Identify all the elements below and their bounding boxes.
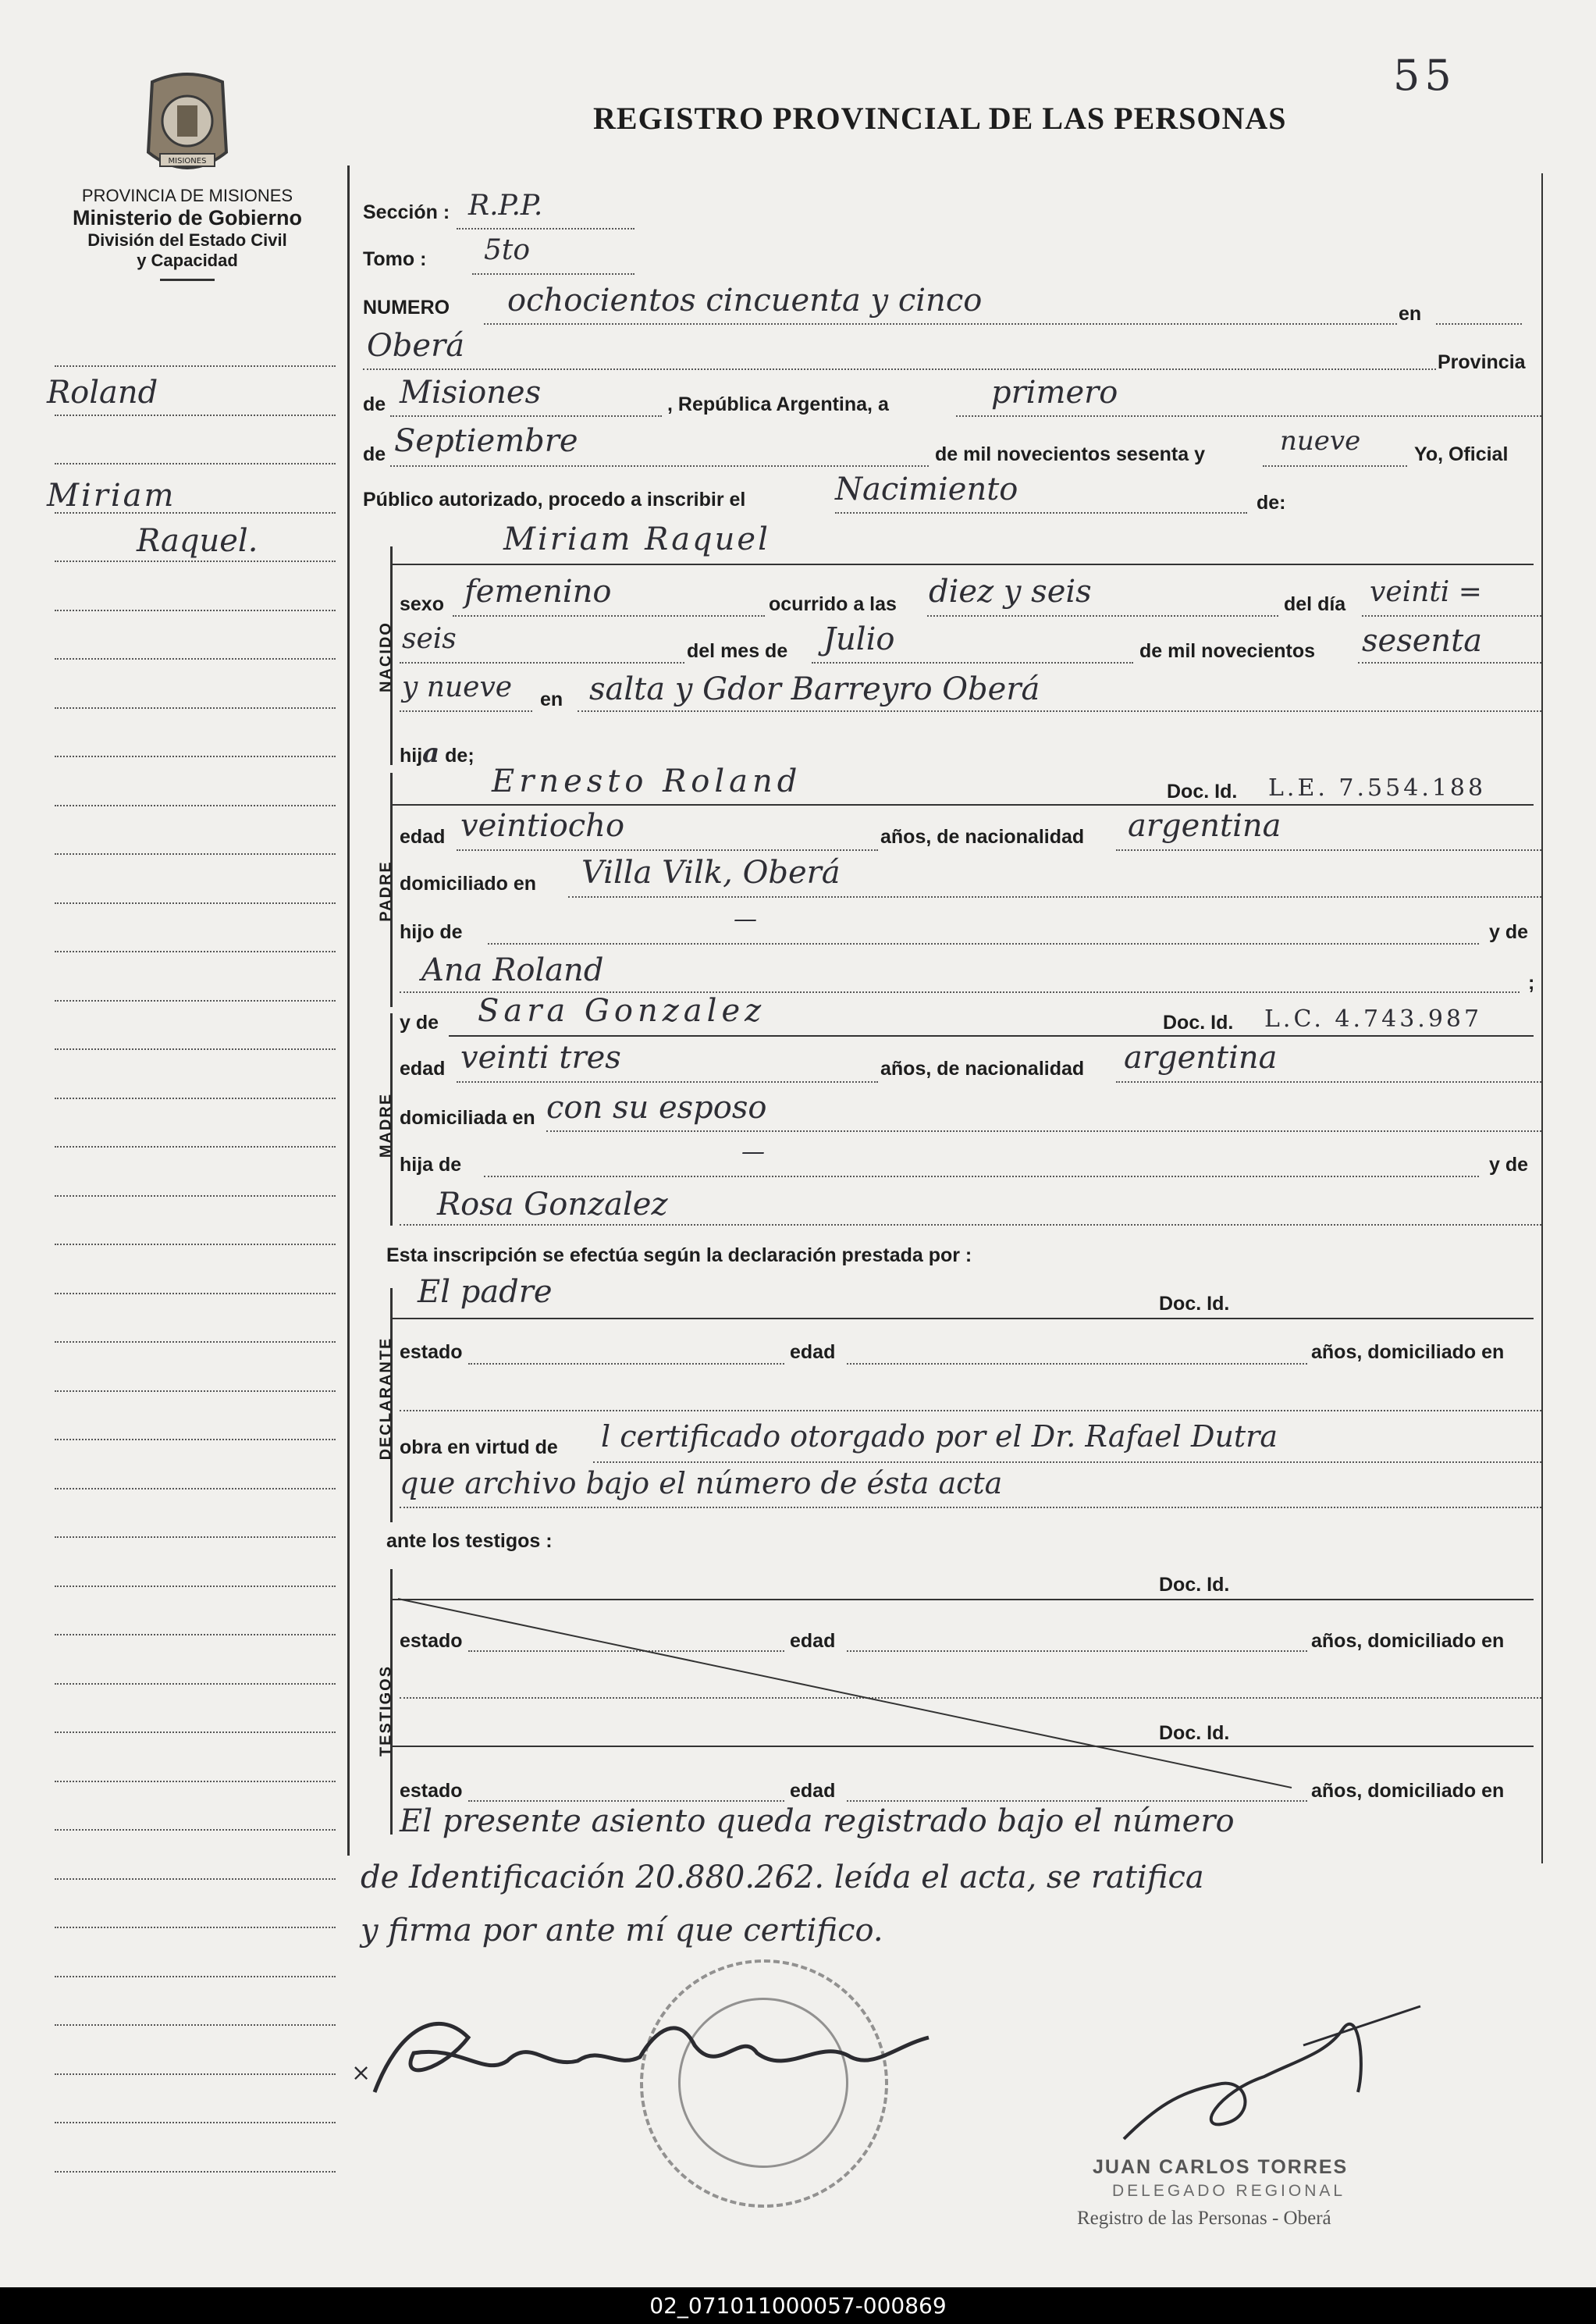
mes-value: Septiembre	[394, 423, 578, 459]
hora-value: diez y seis	[929, 574, 1092, 610]
ocurrido-label: ocurrido a las	[769, 593, 897, 615]
declarante-edad-label: edad	[790, 1341, 836, 1363]
margin-rule	[55, 1634, 336, 1635]
tomo-value: 5to	[484, 234, 531, 266]
official-title: DELEGADO REGIONAL	[1112, 2182, 1346, 2200]
margin-rule	[55, 1976, 336, 1977]
padre-anios-label: años, de nacionalidad	[880, 826, 1085, 848]
padre-y-de-label: y de	[1489, 921, 1529, 943]
sexo-value: femenino	[464, 574, 612, 610]
margin-rule	[55, 1146, 336, 1148]
madre-nombre-value: Sara Gonzalez	[478, 993, 766, 1029]
closing-note-2: de Identificación 20.880.262. leída el acta, se ratifica	[361, 1860, 1204, 1895]
margin-rule	[55, 1731, 336, 1733]
numero-label: NUMERO	[363, 297, 450, 319]
tomo-label: Tomo :	[363, 248, 427, 270]
margin-rule	[55, 853, 336, 855]
seccion-value: R.P.P.	[468, 190, 543, 222]
esta-inscripcion-label: Esta inscripción se efectúa según la declaración prestada por :	[386, 1244, 972, 1266]
margin-rule	[55, 1488, 336, 1489]
cancel-stroke	[394, 1593, 1331, 1795]
margin-rule	[55, 610, 336, 611]
label-testigos: TESTIGOS	[377, 1664, 395, 1757]
de-colon-label: de:	[1257, 492, 1286, 514]
margin-rule	[55, 707, 336, 709]
de-label-2: de	[363, 443, 386, 465]
madre-dom-value: con su esposo	[546, 1090, 767, 1126]
margin-rule	[55, 805, 336, 806]
margin-rule	[55, 1048, 336, 1050]
margin-rule	[55, 1536, 336, 1538]
label-nacido: NACIDO	[377, 621, 395, 692]
declarante-value: El padre	[418, 1274, 553, 1310]
margin-rule	[55, 1683, 336, 1685]
margin-first-name: Miriam	[47, 478, 176, 514]
margin-rule	[55, 1586, 336, 1587]
padre-edad-label: edad	[400, 826, 446, 848]
testigo2-anios-label: años, domiciliado en	[1311, 1780, 1505, 1802]
margin-rule	[55, 561, 336, 562]
margin-rule	[55, 1878, 336, 1880]
obra-label: obra en virtud de	[400, 1436, 558, 1458]
madre-madre-value: Rosa Gonzalez	[437, 1187, 668, 1223]
provincia-label: Provincia	[1438, 351, 1526, 373]
official-office: Registro de las Personas - Oberá	[1077, 2208, 1331, 2229]
page-number: 55	[1393, 51, 1456, 100]
anio-nac-value: sesenta	[1362, 623, 1483, 659]
madre-y-de-label-2: y de	[1489, 1154, 1529, 1176]
dia-value: primero	[991, 375, 1118, 411]
de-mil-label: de mil novecientos sesenta y	[935, 443, 1205, 465]
padre-hijo-de-value: —	[734, 906, 757, 933]
de-mil-nov-label: de mil novecientos	[1139, 640, 1316, 662]
hija-suffix: a	[422, 738, 440, 769]
de-label-1: de	[363, 393, 386, 415]
padre-hijo-de-label: hijo de	[400, 921, 463, 943]
provincia-value: Misiones	[400, 375, 542, 411]
testigo1-anios-label: años, domiciliado en	[1311, 1630, 1505, 1652]
madre-edad-value: veinti tres	[460, 1040, 621, 1076]
margin-rule	[55, 2171, 336, 2173]
nombre-value: Miriam Raquel	[503, 521, 770, 557]
closing-note-1: El presente asiento queda registrado bajo el número	[400, 1803, 1235, 1839]
madre-edad-label: edad	[400, 1058, 446, 1080]
testigo1-edad-label: edad	[790, 1630, 836, 1652]
margin-rule	[55, 1195, 336, 1197]
margin-rule	[55, 2073, 336, 2075]
image-id-footer: 02_071011000057-000869	[0, 2287, 1596, 2324]
ante-testigos-label: ante los testigos :	[386, 1530, 553, 1552]
frame-right	[1541, 173, 1543, 1863]
margin-rule	[55, 756, 336, 757]
margin-rule	[55, 1390, 336, 1392]
padre-doc-label: Doc. Id.	[1167, 781, 1238, 803]
org-block	[31, 186, 343, 281]
org-line4: y Capacidad	[137, 251, 238, 270]
margin-rule	[55, 1927, 336, 1928]
madre-hija-de-value: —	[741, 1138, 765, 1166]
padre-madre-value: Ana Roland	[421, 952, 604, 988]
margin-rule	[55, 2024, 336, 2026]
dia-nac-value: veinti =	[1370, 576, 1482, 608]
testigo1-estado-label: estado	[400, 1630, 463, 1652]
padre-semicolon: ;	[1528, 972, 1535, 994]
margin-rule	[55, 1341, 336, 1343]
hij-label: hija de;	[400, 738, 475, 769]
margin-rule	[55, 1244, 336, 1245]
yo-oficial-label: Yo, Oficial	[1414, 443, 1509, 465]
official-signature	[1108, 1998, 1436, 2155]
testigo2-edad-label: edad	[790, 1780, 836, 1802]
org-line3: División del Estado Civil	[87, 230, 287, 250]
madre-doc-value: L.C. 4.743.987	[1264, 1005, 1483, 1033]
margin-rule	[55, 463, 336, 464]
madre-hija-de-label: hija de	[400, 1154, 462, 1176]
obra2-value: que archivo bajo el número de ésta acta	[400, 1466, 1003, 1500]
padre-nac-value: argentina	[1128, 808, 1281, 844]
label-padre: PADRE	[377, 860, 395, 922]
padre-edad-value: veintiocho	[460, 808, 625, 844]
padre-nombre-value: Ernesto Roland	[492, 763, 802, 799]
anio-value: nueve	[1280, 425, 1361, 457]
declarante-doc-label: Doc. Id.	[1159, 1293, 1230, 1315]
svg-text:MISIONES: MISIONES	[168, 157, 207, 165]
madre-y-de-label: y de	[400, 1012, 439, 1034]
obra-value: l certificado otorgado por el Dr. Rafael Dutra	[601, 1419, 1278, 1454]
madre-anios-label: años, de nacionalidad	[880, 1058, 1085, 1080]
margin-rule	[55, 2122, 336, 2123]
publico-label: Público autorizado, procedo a inscribir el	[363, 489, 746, 511]
madre-dom-label: domiciliada en	[400, 1107, 535, 1129]
testigo1-doc-label: Doc. Id.	[1159, 1574, 1230, 1596]
acto-value: Nacimiento	[835, 472, 1018, 507]
svg-text:×: ×	[351, 2059, 371, 2087]
margin-rule	[55, 1781, 336, 1782]
del-mes-label: del mes de	[687, 640, 788, 662]
declarant-signature	[351, 1983, 944, 2123]
en-label: en	[1399, 303, 1422, 325]
margin-second-name: Raquel.	[137, 523, 258, 559]
mes-nac-value: Julio	[823, 621, 895, 657]
lugar-value: Oberá	[367, 328, 465, 364]
margin-rule	[55, 1439, 336, 1440]
margin-rule	[55, 1293, 336, 1294]
form-title: REGISTRO PROVINCIAL DE LAS PERSONAS	[593, 101, 1287, 136]
official-name: JUAN CARLOS TORRES	[1093, 2156, 1349, 2178]
margin-rule	[55, 902, 336, 904]
sexo-label: sexo	[400, 593, 444, 615]
margin-rule	[55, 1000, 336, 1002]
madre-doc-label: Doc. Id.	[1163, 1012, 1234, 1034]
testigo2-estado-label: estado	[400, 1780, 463, 1802]
padre-doc-value: L.E. 7.554.188	[1268, 774, 1487, 802]
lugar-nac-value: salta y Gdor Barreyro Oberá	[589, 671, 1040, 707]
label-madre: MADRE	[377, 1092, 395, 1158]
testigo2-doc-label: Doc. Id.	[1159, 1722, 1230, 1744]
margin-rule	[55, 1829, 336, 1831]
anio-nac2-value: y nueve	[402, 671, 513, 703]
org-line2: Ministerio de Gobierno	[72, 206, 303, 230]
declarante-estado-label: estado	[400, 1341, 463, 1363]
declarante-anios-label: años, domiciliado en	[1311, 1341, 1505, 1363]
margin-rule	[55, 658, 336, 660]
margin-rule	[55, 365, 336, 367]
org-line1: PROVINCIA DE MISIONES	[81, 186, 293, 205]
en-label-2: en	[540, 689, 563, 710]
padre-dom-value: Villa Vilk, Oberá	[581, 855, 841, 891]
margin-rule	[55, 951, 336, 952]
dia-nac2-value: seis	[402, 623, 457, 655]
label-declarante: DECLARANTE	[377, 1336, 395, 1461]
padre-dom-label: domiciliado en	[400, 873, 537, 895]
madre-nac-value: argentina	[1124, 1040, 1278, 1076]
margin-surname: Roland	[47, 375, 158, 411]
margin-rule	[55, 1098, 336, 1099]
frame-left	[347, 165, 350, 1856]
numero-value: ochocientos cincuenta y cinco	[507, 283, 983, 319]
del-dia-label: del día	[1284, 593, 1346, 615]
seccion-label: Sección :	[363, 201, 450, 223]
margin-rule	[55, 415, 336, 416]
provincial-crest-icon	[137, 66, 238, 183]
republica-label: , República Argentina, a	[667, 393, 889, 415]
closing-note-3: y firma por ante mí que certifico.	[361, 1913, 883, 1949]
